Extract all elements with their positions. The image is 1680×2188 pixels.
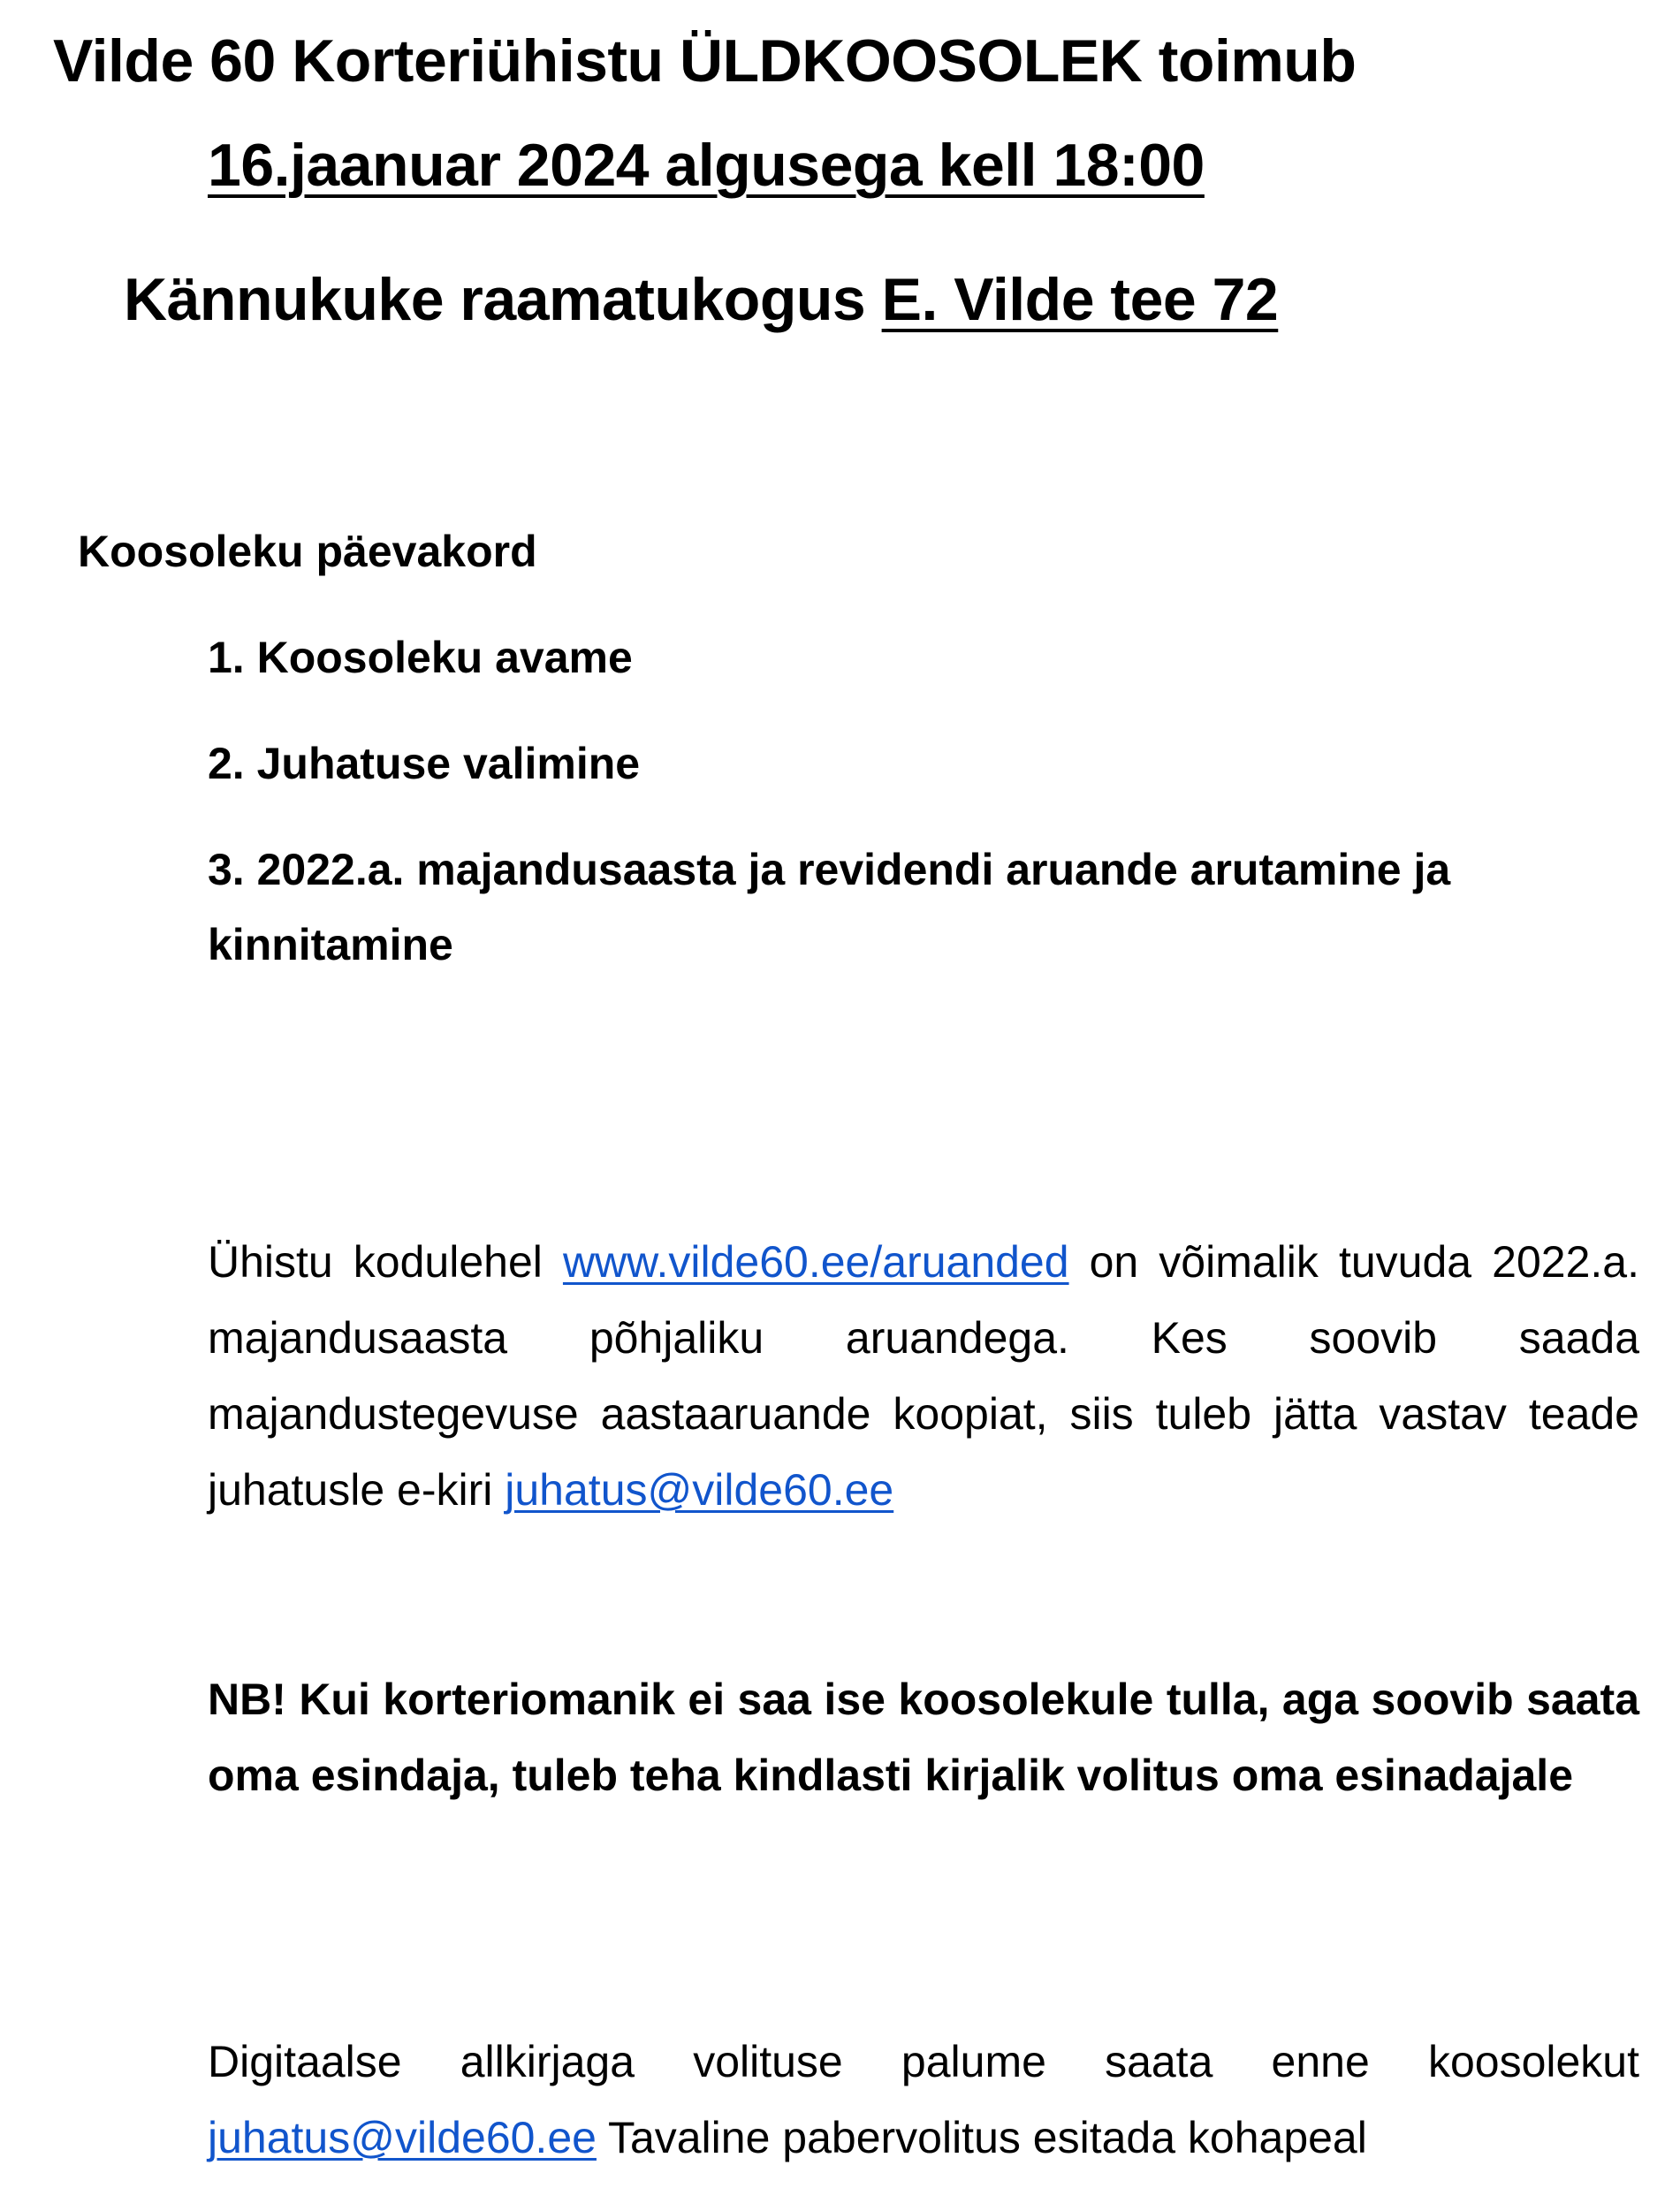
location-address: E. Vilde tee 72 [881, 266, 1279, 333]
board-email-link[interactable]: juhatus@vilde60.ee [505, 1465, 894, 1515]
agenda-item-1: 1. Koosoleku avame [208, 633, 633, 682]
report-paragraph [208, 1224, 1639, 1528]
board-email-link-2[interactable]: juhatus@vilde60.ee [208, 2113, 597, 2162]
report-text-intro: Ühistu kodulehel [208, 1237, 563, 1287]
website-link[interactable]: www.vilde60.ee/aruanded [562, 1237, 1069, 1287]
report-text-body: on võimalik tuvuda 2022.a. majandusaasta põhjaliku aruandega. Kes soovib saada majandustegevuse aastaaruande koopiat, siis tuleb jätta vastav teade juhatusle e-kiri [208, 1237, 1639, 1515]
agenda-item-2: 2. Juhatuse valimine [208, 739, 641, 788]
nb-paragraph: NB! Kui korteriomanik ei saa ise koosolekule tulla, aga soovib saata oma esindaja, tuleb teha kindlasti kirjalik volitus oma esinadajale [208, 1675, 1639, 1800]
meeting-location [124, 265, 1278, 334]
meeting-date-time: 16.jaanuar 2024 algusega kell 18:00 [208, 132, 1205, 199]
agenda-item-3-continued: kinnitamine [208, 920, 453, 969]
digital-text-intro: Digitaalse allkirjaga volituse palume saata enne koosolekut [208, 2037, 1639, 2086]
agenda-heading: Koosoleku päevakord [78, 527, 537, 576]
digital-signature-paragraph [208, 2024, 1639, 2176]
location-name: Kännukuke raamatukogus [124, 266, 882, 333]
digital-text-end: Tavaline pabervolitus esitada kohapeal [596, 2113, 1367, 2162]
agenda-item-3: 3. 2022.a. majandusaasta ja revidendi aruande arutamine ja [208, 845, 1451, 894]
notice-title: Vilde 60 Korteriühistu ÜLDKOOSOLEK toimub [53, 27, 1357, 95]
